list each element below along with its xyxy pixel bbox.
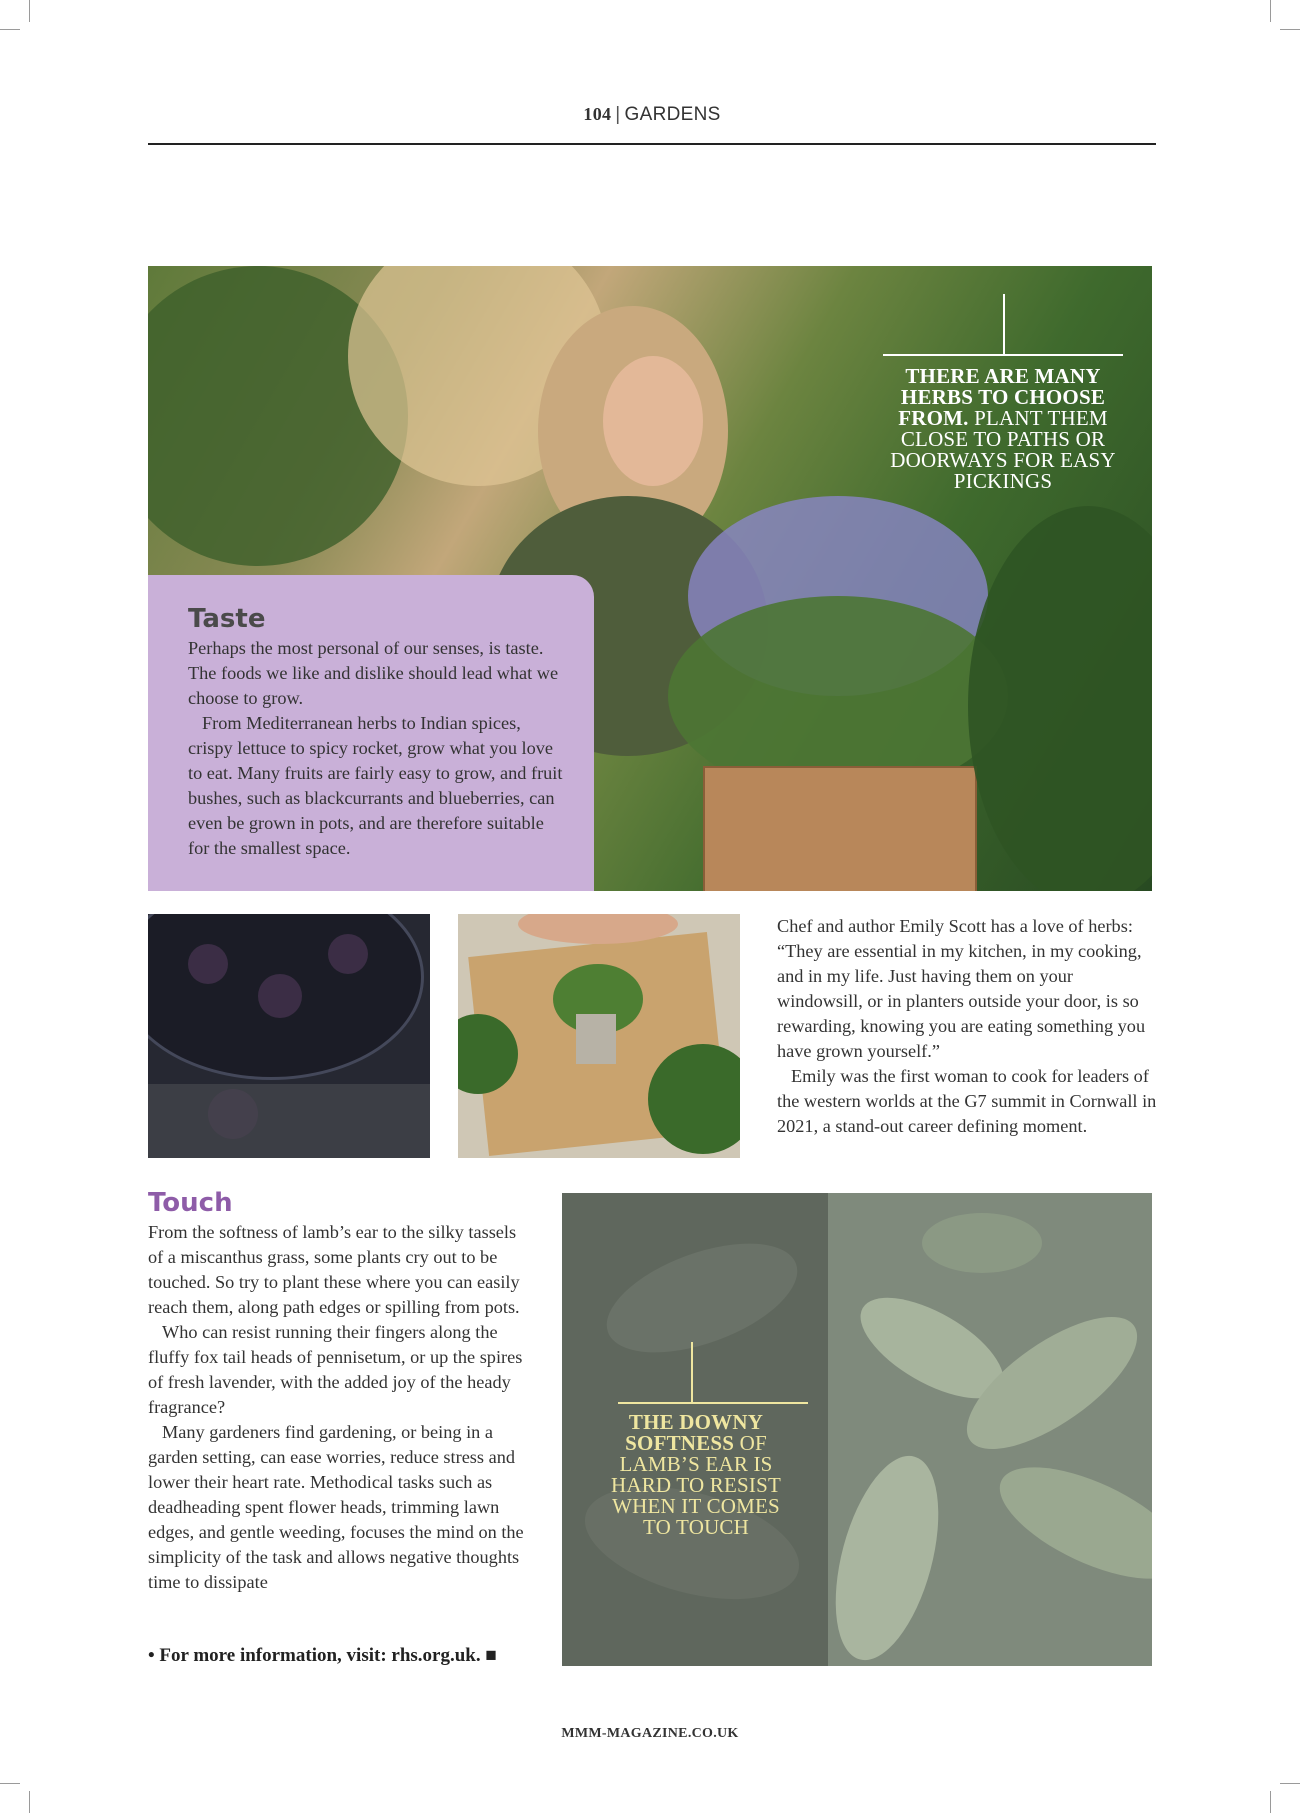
- crop-mark: [1280, 1783, 1300, 1784]
- crop-mark: [1280, 29, 1300, 30]
- taste-body: [188, 636, 568, 861]
- callout-rule-horizontal: [618, 1402, 808, 1404]
- herbs-callout: [880, 366, 1126, 492]
- taste-paragraph: Perhaps the most personal of our senses, is taste. The foods we like and dislike should lead what we choose to grow.: [188, 638, 559, 708]
- slate-surface: [148, 1084, 430, 1158]
- header-separator: |: [615, 104, 621, 125]
- wooden-crate: [703, 766, 977, 891]
- header-rule: [148, 143, 1156, 145]
- page-number: 104: [583, 104, 612, 124]
- touch-paragraph: Many gardeners find gardening, or being in a garden setting, can ease worries, reduce stress and lower their heart rate. Methodical tasks such as deadheading spent flower heads, trimming lawn edges, and gentle weeding, focuses the mind on the simplicity of the task and allows negative thoughts time to dissipate: [148, 1422, 524, 1592]
- leaf: [922, 1213, 1042, 1273]
- blackberries-photo: [148, 914, 430, 1158]
- touch-paragraph: From the softness of lamb’s ear to the silky tassels of a miscanthus grass, some plants cry out to be touched. So try to plant these where you can easily reach them, along path edges or spilling from pots.: [148, 1222, 520, 1317]
- chef-paragraph: Chef and author Emily Scott has a love of herbs: “They are essential in my kitchen, in my cooking, and in my life. Just having them on your windowsill, or in planters outside your door, is so rewarding, knowing you are eating something you have grown yourself.”: [777, 916, 1146, 1061]
- crop-mark: [29, 1791, 30, 1813]
- herbs-callout-bold: THERE ARE MANY HERBS TO CHOOSE FROM.: [898, 364, 1106, 430]
- leaf: [984, 1444, 1152, 1601]
- section-title: GARDENS: [624, 104, 721, 125]
- crop-mark: [1270, 0, 1271, 22]
- chef-paragraph: Emily was the first woman to cook for leaders of the western worlds at the G7 summit in Cornwall in 2021, a stand-out career defining moment.: [777, 1066, 1157, 1136]
- taste-heading: Taste: [188, 604, 266, 634]
- touch-body: [148, 1220, 528, 1595]
- foliage-right: [968, 506, 1152, 891]
- glass-cup: [576, 1014, 616, 1064]
- lambs-callout-bold: THE DOWNY SOFTNESS: [625, 1410, 764, 1455]
- woman-face: [603, 356, 703, 486]
- footer-url: MMM-MAGAZINE.CO.UK: [561, 1726, 739, 1741]
- berry: [258, 974, 302, 1018]
- crop-mark: [1270, 1791, 1271, 1813]
- callout-rule-horizontal: [883, 354, 1123, 356]
- touch-heading: Touch: [148, 1188, 233, 1218]
- leaf: [816, 1445, 957, 1666]
- lambs-ear-callout: [608, 1412, 784, 1538]
- callout-rule-vertical: [1003, 294, 1005, 354]
- microgreens-photo: [458, 914, 740, 1158]
- berry: [188, 944, 228, 984]
- chef-quote-body: [777, 914, 1157, 1139]
- herbs-callout-rest: PLANT THEM CLOSE TO PATHS OR DOORWAYS FOR EASY PICKINGS: [890, 406, 1116, 493]
- more-info-link: • For more information, visit: rhs.org.uk. ■: [148, 1645, 497, 1666]
- crop-mark: [0, 29, 20, 30]
- touch-paragraph: Who can resist running their fingers along the fluffy fox tail heads of pennisetum, or up the spires of fresh lavender, with the added joy of the heady fragrance?: [148, 1322, 523, 1417]
- crop-mark: [29, 0, 30, 22]
- lambs-callout-rest: OF LAMB’S EAR IS HARD TO RESIST WHEN IT COMES TO TOUCH: [610, 1431, 782, 1539]
- taste-paragraph: From Mediterranean herbs to Indian spices, crispy lettuce to spicy rocket, grow what you love to eat. Many fruits are fairly easy to grow, and fruit bushes, such as blackcurrants and blueberries, can even be grown in pots, and are therefore suitable for the smallest space.: [188, 713, 563, 858]
- berry: [328, 934, 368, 974]
- callout-rule-vertical: [691, 1342, 693, 1402]
- page-header: [148, 104, 1156, 126]
- crop-mark: [0, 1783, 20, 1784]
